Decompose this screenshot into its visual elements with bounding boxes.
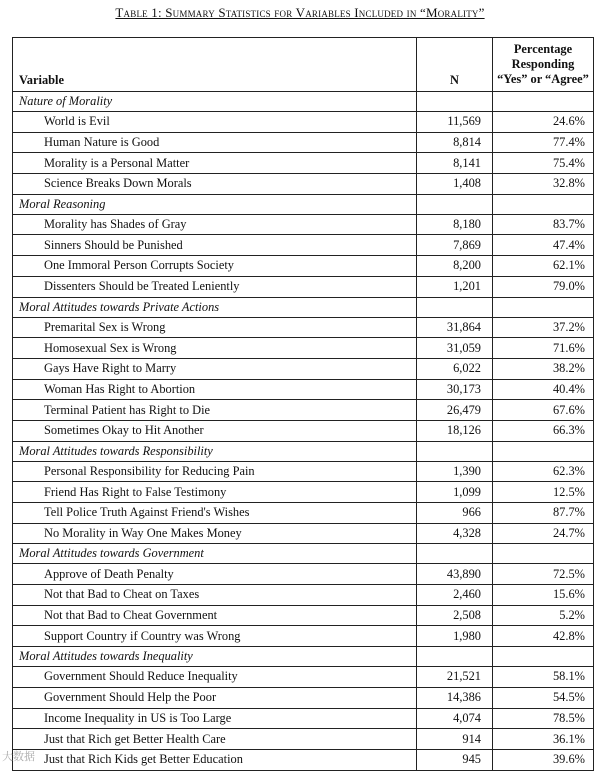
variable-cell: Tell Police Truth Against Friend's Wishes	[13, 503, 417, 524]
percentage-cell: 87.7%	[493, 503, 594, 524]
table-row	[13, 379, 594, 400]
n-cell: 30,173	[417, 379, 493, 400]
table-row	[13, 153, 594, 174]
section-header-row	[13, 544, 594, 564]
table-row	[13, 605, 594, 626]
section-title: Nature of Morality	[13, 92, 417, 112]
table-row	[13, 214, 594, 235]
n-cell: 1,390	[417, 461, 493, 482]
table-row	[13, 112, 594, 133]
percentage-cell: 36.1%	[493, 729, 594, 750]
table-row	[13, 503, 594, 524]
variable-cell: Friend Has Right to False Testimony	[13, 482, 417, 503]
table-row	[13, 338, 594, 359]
percentage-header-line-3: “Yes” or “Agree”	[497, 71, 589, 86]
percentage-cell: 67.6%	[493, 400, 594, 421]
n-cell: 4,328	[417, 523, 493, 544]
variable-cell: Science Breaks Down Morals	[13, 174, 417, 195]
variable-cell: Support Country if Country was Wrong	[13, 626, 417, 647]
percentage-cell: 38.2%	[493, 358, 594, 379]
table-row	[13, 749, 594, 770]
empty-cell	[417, 297, 493, 317]
variable-cell: Income Inequality in US is Too Large	[13, 708, 417, 729]
percentage-cell: 78.5%	[493, 708, 594, 729]
percentage-cell: 24.6%	[493, 112, 594, 133]
n-cell: 6,022	[417, 358, 493, 379]
variable-cell: World is Evil	[13, 112, 417, 133]
variable-cell: Premarital Sex is Wrong	[13, 317, 417, 338]
header-row	[13, 38, 594, 92]
watermark: 大数据	[2, 750, 35, 763]
empty-cell	[493, 544, 594, 564]
section-header-row	[13, 92, 594, 112]
n-cell: 8,814	[417, 132, 493, 153]
variable-cell: No Morality in Way One Makes Money	[13, 523, 417, 544]
percentage-cell: 62.1%	[493, 256, 594, 277]
section-header-row	[13, 297, 594, 317]
variable-cell: Not that Bad to Cheat on Taxes	[13, 585, 417, 606]
empty-cell	[417, 441, 493, 461]
percentage-cell: 39.6%	[493, 749, 594, 770]
table-row	[13, 585, 594, 606]
percentage-cell: 37.2%	[493, 317, 594, 338]
empty-cell	[493, 92, 594, 112]
table-row	[13, 132, 594, 153]
percentage-cell: 77.4%	[493, 132, 594, 153]
percentage-cell: 58.1%	[493, 667, 594, 688]
percentage-cell: 71.6%	[493, 338, 594, 359]
section-title: Moral Attitudes towards Private Actions	[13, 297, 417, 317]
percentage-cell: 72.5%	[493, 564, 594, 585]
table-title: Table 1: Summary Statistics for Variables Included in “Morality”	[115, 5, 485, 20]
percentage-cell: 24.7%	[493, 523, 594, 544]
empty-cell	[417, 194, 493, 214]
variable-cell: Gays Have Right to Marry	[13, 358, 417, 379]
table-row	[13, 461, 594, 482]
variable-cell: Woman Has Right to Abortion	[13, 379, 417, 400]
n-cell: 8,200	[417, 256, 493, 277]
table-row	[13, 667, 594, 688]
percentage-cell: 54.5%	[493, 687, 594, 708]
variable-cell: Dissenters Should be Treated Leniently	[13, 276, 417, 297]
variable-cell: Sinners Should be Punished	[13, 235, 417, 256]
percentage-cell: 66.3%	[493, 420, 594, 441]
percentage-cell: 12.5%	[493, 482, 594, 503]
n-cell: 31,864	[417, 317, 493, 338]
empty-cell	[493, 441, 594, 461]
table-row	[13, 564, 594, 585]
n-cell: 1,201	[417, 276, 493, 297]
summary-statistics-table	[12, 37, 594, 771]
table-row	[13, 358, 594, 379]
variable-cell: Homosexual Sex is Wrong	[13, 338, 417, 359]
variable-cell: One Immoral Person Corrupts Society	[13, 256, 417, 277]
n-cell: 1,408	[417, 174, 493, 195]
table-row	[13, 708, 594, 729]
n-cell: 1,099	[417, 482, 493, 503]
empty-cell	[493, 647, 594, 667]
n-cell: 945	[417, 749, 493, 770]
section-title: Moral Attitudes towards Inequality	[13, 647, 417, 667]
percentage-column-header	[493, 38, 594, 92]
n-cell: 8,180	[417, 214, 493, 235]
variable-cell: Personal Responsibility for Reducing Pain	[13, 461, 417, 482]
section-title: Moral Reasoning	[13, 194, 417, 214]
n-cell: 1,980	[417, 626, 493, 647]
empty-cell	[417, 544, 493, 564]
percentage-cell: 75.4%	[493, 153, 594, 174]
table-row	[13, 400, 594, 421]
n-cell: 14,386	[417, 687, 493, 708]
percentage-header-line-2: Responding	[511, 56, 575, 71]
variable-column-header: Variable	[13, 38, 417, 92]
section-title: Moral Attitudes towards Responsibility	[13, 441, 417, 461]
variable-cell: Government Should Reduce Inequality	[13, 667, 417, 688]
n-cell: 966	[417, 503, 493, 524]
table-row	[13, 256, 594, 277]
variable-cell: Sometimes Okay to Hit Another	[13, 420, 417, 441]
variable-cell: Approve of Death Penalty	[13, 564, 417, 585]
n-cell: 31,059	[417, 338, 493, 359]
percentage-cell: 40.4%	[493, 379, 594, 400]
percentage-cell: 83.7%	[493, 214, 594, 235]
table-row	[13, 523, 594, 544]
n-column-header: N	[417, 38, 493, 92]
table-row	[13, 235, 594, 256]
variable-cell: Morality is a Personal Matter	[13, 153, 417, 174]
section-header-row	[13, 194, 594, 214]
empty-cell	[493, 297, 594, 317]
table-row	[13, 317, 594, 338]
n-cell: 26,479	[417, 400, 493, 421]
n-cell: 18,126	[417, 420, 493, 441]
table-row	[13, 420, 594, 441]
percentage-header-line-1: Percentage	[513, 41, 573, 56]
percentage-cell: 5.2%	[493, 605, 594, 626]
variable-cell: Government Should Help the Poor	[13, 687, 417, 708]
section-title: Moral Attitudes towards Government	[13, 544, 417, 564]
variable-cell: Human Nature is Good	[13, 132, 417, 153]
n-cell: 43,890	[417, 564, 493, 585]
variable-cell: Just that Rich Kids get Better Education	[13, 749, 417, 770]
variable-cell: Just that Rich get Better Health Care	[13, 729, 417, 750]
variable-cell: Terminal Patient has Right to Die	[13, 400, 417, 421]
section-header-row	[13, 647, 594, 667]
section-header-row	[13, 441, 594, 461]
empty-cell	[493, 194, 594, 214]
table-row	[13, 626, 594, 647]
percentage-cell: 42.8%	[493, 626, 594, 647]
empty-cell	[417, 92, 493, 112]
n-cell: 2,460	[417, 585, 493, 606]
n-cell: 11,569	[417, 112, 493, 133]
percentage-cell: 62.3%	[493, 461, 594, 482]
n-cell: 4,074	[417, 708, 493, 729]
n-cell: 8,141	[417, 153, 493, 174]
table-body	[13, 92, 594, 771]
n-cell: 7,869	[417, 235, 493, 256]
table-row	[13, 174, 594, 195]
percentage-cell: 32.8%	[493, 174, 594, 195]
empty-cell	[417, 647, 493, 667]
percentage-cell: 47.4%	[493, 235, 594, 256]
n-cell: 914	[417, 729, 493, 750]
percentage-cell: 15.6%	[493, 585, 594, 606]
table-row	[13, 482, 594, 503]
variable-cell: Not that Bad to Cheat Government	[13, 605, 417, 626]
table-row	[13, 687, 594, 708]
variable-cell: Morality has Shades of Gray	[13, 214, 417, 235]
n-cell: 2,508	[417, 605, 493, 626]
table-row	[13, 276, 594, 297]
n-cell: 21,521	[417, 667, 493, 688]
table-row	[13, 729, 594, 750]
percentage-cell: 79.0%	[493, 276, 594, 297]
